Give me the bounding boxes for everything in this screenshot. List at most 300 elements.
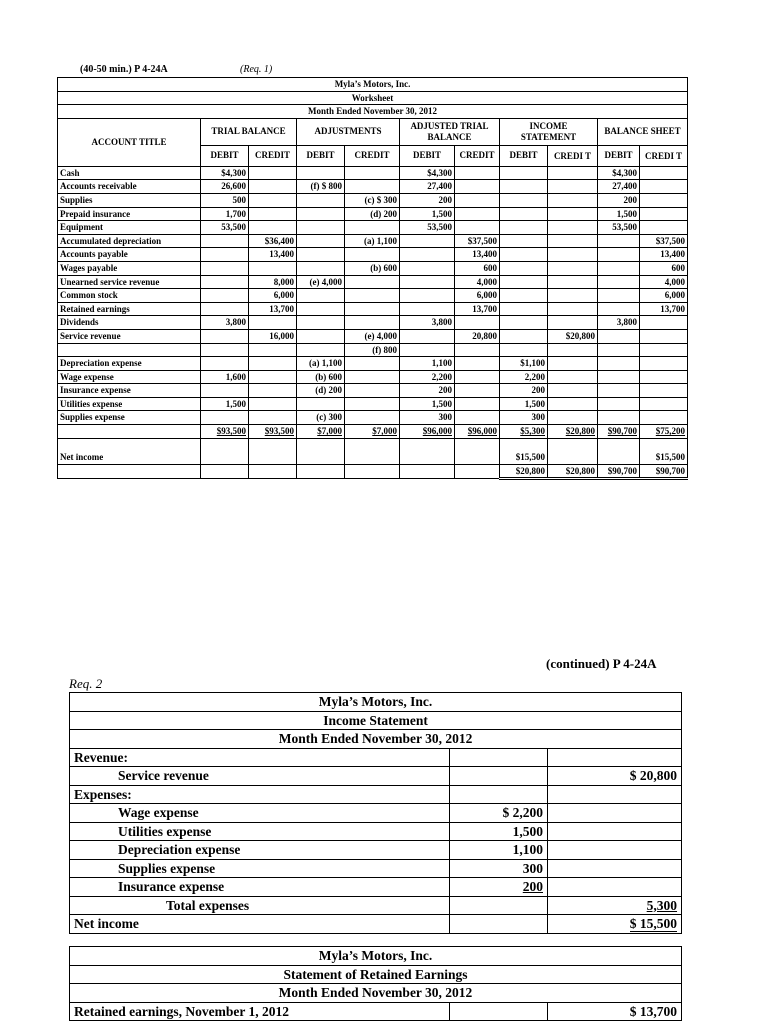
is-company: Myla’s Motors, Inc. <box>70 693 682 712</box>
ws-cell-tb-credit <box>249 411 297 425</box>
ws-cell-bs-debit <box>598 234 640 248</box>
ws-cell-adj-debit <box>297 438 345 464</box>
ws-cell-bs-debit: 27,400 <box>598 180 640 194</box>
ws-cell-atb-debit: 1,100 <box>400 357 455 371</box>
ws-cell-adj-credit <box>345 438 400 464</box>
ws-cell-atb-credit <box>455 343 500 357</box>
ws-cell-atb-debit: 1,500 <box>400 207 455 221</box>
ws-cell-account-title: Wage expense <box>58 370 201 384</box>
ws-cell-is-credit <box>548 302 598 316</box>
ws-cell-bs-debit: $4,300 <box>598 166 640 180</box>
ws-cell-bs-credit: $37,500 <box>640 234 688 248</box>
ws-cell-bs-debit <box>598 438 640 464</box>
ws-cell-tb-credit <box>249 397 297 411</box>
is-title: Income Statement <box>70 711 682 730</box>
ws-cell-tb-credit: 8,000 <box>249 275 297 289</box>
ws-cell-account-title: Depreciation expense <box>58 357 201 371</box>
ws-cell-tb-debit: 3,800 <box>201 316 249 330</box>
ws-cell-atb-debit <box>400 343 455 357</box>
ws-cell-bs-credit: $90,700 <box>640 464 688 479</box>
is-revenue-label: Revenue: <box>70 748 450 767</box>
is-service-revenue-label: Service revenue <box>70 767 450 786</box>
ws-cell-tb-credit: 13,400 <box>249 248 297 262</box>
ws-cell-tb-debit <box>201 411 249 425</box>
retained-earnings-table <box>69 946 682 1021</box>
ws-cell-account-title: Utilities expense <box>58 397 201 411</box>
re-row-label: Retained earnings, November 1, 2012 <box>70 1002 450 1021</box>
ws-cell-account-title: Common stock <box>58 289 201 303</box>
ws-cell-atb-credit <box>455 357 500 371</box>
col-income-statement: INCOME STATEMENT <box>500 118 598 145</box>
ws-cell-adj-debit: (a) 1,100 <box>297 357 345 371</box>
worksheet-net-income-row <box>58 438 688 464</box>
ws-cell-account-title: Dividends <box>58 316 201 330</box>
ws-cell-is-debit <box>500 180 548 194</box>
ws-cell-bs-debit: 200 <box>598 193 640 207</box>
ws-cell-is-credit <box>548 166 598 180</box>
ws-cell-bs-debit <box>598 384 640 398</box>
ws-cell-is-credit: $20,800 <box>548 329 598 343</box>
ws-cell-adj-credit: (d) 200 <box>345 207 400 221</box>
ws-cell-bs-credit <box>640 207 688 221</box>
ws-cell-bs-debit <box>598 357 640 371</box>
ws-cell-bs-credit <box>640 397 688 411</box>
ws-cell-atb-debit <box>400 438 455 464</box>
ws-cell-bs-credit <box>640 411 688 425</box>
worksheet-row <box>58 397 688 411</box>
sub-credit: CREDI T <box>548 145 598 166</box>
worksheet-row <box>58 370 688 384</box>
sub-credit: CREDIT <box>455 145 500 166</box>
is-expense-label: Supplies expense <box>70 859 450 878</box>
ws-cell-bs-credit <box>640 384 688 398</box>
ws-cell-adj-credit <box>345 411 400 425</box>
ws-cell-is-debit <box>500 166 548 180</box>
ws-cell-adj-debit <box>297 248 345 262</box>
is-expense-value: 300 <box>450 859 548 878</box>
sub-debit: DEBIT <box>400 145 455 166</box>
worksheet-row <box>58 411 688 425</box>
ws-cell-atb-credit: 20,800 <box>455 329 500 343</box>
ws-cell-tb-debit: 500 <box>201 193 249 207</box>
ws-cell-tb-credit <box>249 221 297 235</box>
ws-cell-is-debit <box>500 343 548 357</box>
sub-credit: CREDIT <box>345 145 400 166</box>
ws-cell-tb-credit <box>249 464 297 479</box>
ws-cell-bs-credit <box>640 180 688 194</box>
ws-cell-account-title: Cash <box>58 166 201 180</box>
ws-cell-tb-credit: $93,500 <box>249 425 297 439</box>
ws-cell-adj-debit: (e) 4,000 <box>297 275 345 289</box>
col-adjustments: ADJUSTMENTS <box>297 118 400 145</box>
income-statement-table <box>69 692 682 934</box>
ws-cell-adj-debit: (c) 300 <box>297 411 345 425</box>
ws-cell-bs-debit <box>598 411 640 425</box>
ws-cell-bs-debit <box>598 261 640 275</box>
ws-cell-bs-debit <box>598 302 640 316</box>
worksheet-row <box>58 248 688 262</box>
ws-cell-is-debit <box>500 207 548 221</box>
ws-cell-adj-debit <box>297 316 345 330</box>
ws-cell-account-title <box>58 343 201 357</box>
ws-cell-atb-debit <box>400 234 455 248</box>
is-expense-label: Wage expense <box>70 804 450 823</box>
ws-cell-atb-credit <box>455 397 500 411</box>
ws-period: Month Ended November 30, 2012 <box>58 105 688 119</box>
ws-cell-is-debit: $20,800 <box>500 464 548 479</box>
ws-cell-is-debit <box>500 221 548 235</box>
ws-cell-is-credit <box>548 207 598 221</box>
ws-cell-bs-debit: $90,700 <box>598 425 640 439</box>
ws-cell-bs-credit <box>640 316 688 330</box>
ws-cell-bs-credit: 600 <box>640 261 688 275</box>
ws-cell-atb-credit <box>455 207 500 221</box>
ws-cell-account-title: Supplies expense <box>58 411 201 425</box>
ws-cell-is-credit <box>548 370 598 384</box>
worksheet-row <box>58 261 688 275</box>
ws-cell-atb-debit: $4,300 <box>400 166 455 180</box>
req-label: (Req. 1) <box>240 64 273 75</box>
sub-debit: DEBIT <box>500 145 548 166</box>
worksheet-row <box>58 357 688 371</box>
ws-cell-tb-debit: 1,600 <box>201 370 249 384</box>
ws-cell-atb-debit <box>400 329 455 343</box>
ws-cell-bs-debit <box>598 275 640 289</box>
ws-cell-atb-credit <box>455 193 500 207</box>
ws-cell-bs-credit: 4,000 <box>640 275 688 289</box>
ws-cell-adj-credit: $7,000 <box>345 425 400 439</box>
ws-cell-adj-credit: (f) 800 <box>345 343 400 357</box>
ws-cell-tb-credit <box>249 316 297 330</box>
ws-cell-atb-credit <box>455 180 500 194</box>
ws-cell-adj-debit: (d) 200 <box>297 384 345 398</box>
ws-cell-is-credit <box>548 357 598 371</box>
re-company: Myla’s Motors, Inc. <box>70 947 682 966</box>
ws-cell-adj-debit <box>297 234 345 248</box>
ws-cell-atb-credit: 4,000 <box>455 275 500 289</box>
ws-cell-tb-credit: 6,000 <box>249 289 297 303</box>
is-net-value <box>548 915 682 934</box>
ws-cell-is-credit <box>548 261 598 275</box>
ws-cell-is-credit <box>548 289 598 303</box>
sub-debit: DEBIT <box>201 145 249 166</box>
ws-cell-atb-debit <box>400 275 455 289</box>
ws-cell-is-debit <box>500 261 548 275</box>
ws-cell-bs-debit: 3,800 <box>598 316 640 330</box>
ws-title: Worksheet <box>58 91 688 105</box>
ws-cell-tb-credit <box>249 261 297 275</box>
ws-cell-account-title: Prepaid insurance <box>58 207 201 221</box>
ws-cell-adj-debit: $7,000 <box>297 425 345 439</box>
ws-cell-is-debit <box>500 234 548 248</box>
continued-label: (continued) P 4-24A <box>546 656 657 671</box>
ws-cell-bs-debit <box>598 397 640 411</box>
ws-cell-atb-debit: 53,500 <box>400 221 455 235</box>
ws-cell-atb-credit <box>455 464 500 479</box>
ws-cell-is-credit <box>548 397 598 411</box>
ws-cell-account-title: Equipment <box>58 221 201 235</box>
ws-cell-account-title: Accounts receivable <box>58 180 201 194</box>
ws-cell-atb-debit <box>400 302 455 316</box>
ws-cell-tb-credit: 16,000 <box>249 329 297 343</box>
ws-cell-adj-credit <box>345 464 400 479</box>
ws-cell-bs-debit <box>598 329 640 343</box>
ws-cell-atb-debit: 200 <box>400 193 455 207</box>
ws-cell-is-credit <box>548 438 598 464</box>
req2-label: Req. 2 <box>69 676 103 691</box>
is-expense-value <box>450 878 548 897</box>
ws-cell-bs-credit <box>640 343 688 357</box>
ws-cell-tb-credit <box>249 370 297 384</box>
worksheet-row <box>58 221 688 235</box>
ws-cell-bs-debit: 53,500 <box>598 221 640 235</box>
ws-cell-adj-debit <box>297 221 345 235</box>
ws-cell-atb-credit: 600 <box>455 261 500 275</box>
re-title: Statement of Retained Earnings <box>70 965 682 984</box>
ws-cell-atb-credit <box>455 370 500 384</box>
ws-cell-bs-debit: $90,700 <box>598 464 640 479</box>
ws-cell-account-title: Net income <box>58 438 201 464</box>
ws-cell-tb-credit <box>249 207 297 221</box>
ws-cell-tb-debit <box>201 384 249 398</box>
ws-cell-tb-debit <box>201 302 249 316</box>
ws-cell-bs-credit <box>640 329 688 343</box>
ws-cell-is-debit <box>500 302 548 316</box>
ws-cell-tb-debit <box>201 289 249 303</box>
ws-cell-atb-debit: 1,500 <box>400 397 455 411</box>
ws-cell-is-debit: $15,500 <box>500 438 548 464</box>
is-expense-value: 1,500 <box>450 822 548 841</box>
ws-cell-tb-debit <box>201 234 249 248</box>
ws-cell-bs-debit <box>598 289 640 303</box>
is-expense-label: Insurance expense <box>70 878 450 897</box>
is-total-label: Total expenses <box>70 896 450 915</box>
ws-cell-account-title: Unearned service revenue <box>58 275 201 289</box>
ws-cell-account-title: Accounts payable <box>58 248 201 262</box>
ws-cell-is-credit <box>548 221 598 235</box>
ws-cell-adj-credit <box>345 302 400 316</box>
ws-cell-tb-debit: 1,700 <box>201 207 249 221</box>
worksheet-row <box>58 180 688 194</box>
ws-cell-adj-debit <box>297 397 345 411</box>
ws-cell-adj-credit: (e) 4,000 <box>345 329 400 343</box>
is-total-value <box>548 896 682 915</box>
ws-cell-bs-debit <box>598 343 640 357</box>
is-net-value-text: $ 15,500 <box>630 916 677 934</box>
ws-cell-account-title: Service revenue <box>58 329 201 343</box>
col-account-title: ACCOUNT TITLE <box>58 118 201 166</box>
ws-cell-adj-credit <box>345 248 400 262</box>
ws-cell-tb-credit <box>249 384 297 398</box>
ws-cell-adj-debit <box>297 343 345 357</box>
ws-cell-tb-debit <box>201 329 249 343</box>
ws-cell-adj-debit <box>297 464 345 479</box>
is-expense-label: Utilities expense <box>70 822 450 841</box>
ws-cell-bs-credit <box>640 193 688 207</box>
worksheet-final-row <box>58 464 688 479</box>
is-period: Month Ended November 30, 2012 <box>70 730 682 749</box>
ws-cell-bs-debit <box>598 370 640 384</box>
worksheet-row <box>58 302 688 316</box>
ws-cell-is-debit: $5,300 <box>500 425 548 439</box>
ws-cell-adj-debit <box>297 193 345 207</box>
ws-cell-is-debit <box>500 275 548 289</box>
re-period: Month Ended November 30, 2012 <box>70 984 682 1003</box>
ws-cell-atb-credit: 13,700 <box>455 302 500 316</box>
ws-cell-bs-credit <box>640 370 688 384</box>
ws-cell-adj-credit: (c) $ 300 <box>345 193 400 207</box>
ws-cell-bs-credit: 6,000 <box>640 289 688 303</box>
worksheet-row <box>58 234 688 248</box>
is-expenses-label: Expenses: <box>70 785 450 804</box>
col-balance-sheet: BALANCE SHEET <box>598 118 688 145</box>
ws-cell-atb-credit <box>455 384 500 398</box>
is-net-label: Net income <box>70 915 450 934</box>
ws-cell-account-title: Wages payable <box>58 261 201 275</box>
ws-cell-account-title <box>58 464 201 479</box>
sub-debit: DEBIT <box>297 145 345 166</box>
worksheet-row <box>58 275 688 289</box>
ws-cell-is-debit <box>500 329 548 343</box>
ws-cell-atb-credit: $96,000 <box>455 425 500 439</box>
worksheet-table <box>57 77 688 480</box>
ws-cell-adj-credit <box>345 221 400 235</box>
ws-cell-adj-debit <box>297 261 345 275</box>
ws-cell-bs-credit: $75,200 <box>640 425 688 439</box>
worksheet-row <box>58 329 688 343</box>
re-row-value: $ 13,700 <box>548 1002 682 1021</box>
ws-cell-is-credit <box>548 411 598 425</box>
worksheet-row <box>58 289 688 303</box>
ws-cell-is-credit <box>548 248 598 262</box>
ws-cell-is-credit <box>548 384 598 398</box>
is-expense-label: Depreciation expense <box>70 841 450 860</box>
ws-cell-adj-credit <box>345 397 400 411</box>
ws-cell-bs-credit: $15,500 <box>640 438 688 464</box>
ws-cell-account-title <box>58 425 201 439</box>
ws-cell-is-debit <box>500 248 548 262</box>
ws-cell-adj-credit <box>345 180 400 194</box>
worksheet-row <box>58 207 688 221</box>
ws-cell-adj-credit <box>345 316 400 330</box>
ws-cell-is-credit: $20,800 <box>548 425 598 439</box>
ws-cell-atb-credit <box>455 166 500 180</box>
ws-cell-adj-debit <box>297 166 345 180</box>
ws-cell-adj-credit: (b) 600 <box>345 261 400 275</box>
ws-cell-tb-credit <box>249 193 297 207</box>
ws-cell-adj-debit <box>297 289 345 303</box>
ws-cell-tb-debit: 26,600 <box>201 180 249 194</box>
ws-cell-atb-credit <box>455 221 500 235</box>
ws-cell-is-debit <box>500 316 548 330</box>
ws-cell-account-title: Accumulated depreciation <box>58 234 201 248</box>
ws-cell-tb-credit <box>249 343 297 357</box>
ws-cell-tb-debit <box>201 464 249 479</box>
ws-cell-tb-debit: 53,500 <box>201 221 249 235</box>
ws-cell-tb-credit <box>249 357 297 371</box>
is-total-value-text: 5,300 <box>646 897 678 913</box>
worksheet-row <box>58 343 688 357</box>
ws-company: Myla’s Motors, Inc. <box>58 78 688 92</box>
ws-cell-is-credit <box>548 275 598 289</box>
ws-cell-is-credit <box>548 180 598 194</box>
is-service-revenue-value: $ 20,800 <box>548 767 682 786</box>
is-expense-value-text: 200 <box>522 879 543 894</box>
ws-cell-adj-credit <box>345 384 400 398</box>
ws-cell-bs-debit: 1,500 <box>598 207 640 221</box>
ws-cell-adj-debit <box>297 302 345 316</box>
worksheet-row <box>58 316 688 330</box>
ws-cell-is-credit <box>548 234 598 248</box>
ws-cell-bs-credit <box>640 357 688 371</box>
ws-cell-atb-debit: 300 <box>400 411 455 425</box>
ws-cell-tb-debit <box>201 248 249 262</box>
ws-cell-is-credit <box>548 343 598 357</box>
ws-cell-adj-credit <box>345 166 400 180</box>
ws-cell-is-debit <box>500 193 548 207</box>
ws-cell-adj-credit <box>345 275 400 289</box>
ws-cell-adj-credit <box>345 289 400 303</box>
ws-cell-adj-debit: (b) 600 <box>297 370 345 384</box>
ws-cell-atb-debit <box>400 464 455 479</box>
ws-cell-adj-debit: (f) $ 800 <box>297 180 345 194</box>
ws-cell-atb-credit <box>455 438 500 464</box>
ws-cell-tb-debit <box>201 438 249 464</box>
ws-cell-tb-debit <box>201 261 249 275</box>
ws-cell-atb-debit <box>400 289 455 303</box>
ws-cell-account-title: Retained earnings <box>58 302 201 316</box>
ws-cell-tb-credit <box>249 180 297 194</box>
ws-cell-atb-debit: 200 <box>400 384 455 398</box>
ws-cell-tb-debit <box>201 357 249 371</box>
ws-cell-adj-credit <box>345 370 400 384</box>
ws-cell-bs-credit: 13,400 <box>640 248 688 262</box>
ws-cell-tb-debit: $93,500 <box>201 425 249 439</box>
ws-cell-atb-debit: $96,000 <box>400 425 455 439</box>
ws-cell-account-title: Supplies <box>58 193 201 207</box>
ws-cell-atb-debit <box>400 248 455 262</box>
worksheet-row <box>58 193 688 207</box>
ws-cell-is-debit: 2,200 <box>500 370 548 384</box>
is-expense-value: 1,100 <box>450 841 548 860</box>
ws-cell-atb-debit: 27,400 <box>400 180 455 194</box>
ws-cell-atb-credit <box>455 411 500 425</box>
ws-cell-adj-debit <box>297 207 345 221</box>
ws-cell-tb-debit: $4,300 <box>201 166 249 180</box>
ws-cell-adj-credit: (a) 1,100 <box>345 234 400 248</box>
ws-cell-is-credit: $20,800 <box>548 464 598 479</box>
ws-cell-is-credit <box>548 193 598 207</box>
ws-cell-is-debit: $1,100 <box>500 357 548 371</box>
ws-cell-tb-debit <box>201 343 249 357</box>
ws-cell-atb-credit: $37,500 <box>455 234 500 248</box>
ws-cell-is-debit <box>500 289 548 303</box>
ws-cell-is-debit: 1,500 <box>500 397 548 411</box>
worksheet-row <box>58 384 688 398</box>
is-expense-value: $ 2,200 <box>450 804 548 823</box>
ws-cell-tb-credit: 13,700 <box>249 302 297 316</box>
ws-cell-tb-credit <box>249 166 297 180</box>
ws-cell-is-credit <box>548 316 598 330</box>
ws-cell-is-debit: 200 <box>500 384 548 398</box>
ws-cell-account-title: Insurance expense <box>58 384 201 398</box>
ws-cell-atb-credit <box>455 316 500 330</box>
worksheet-row <box>58 166 688 180</box>
col-adjusted-trial-balance: ADJUSTED TRIAL BALANCE <box>400 118 500 145</box>
sub-credit: CREDIT <box>249 145 297 166</box>
sub-debit: DEBIT <box>598 145 640 166</box>
ws-cell-bs-credit: 13,700 <box>640 302 688 316</box>
